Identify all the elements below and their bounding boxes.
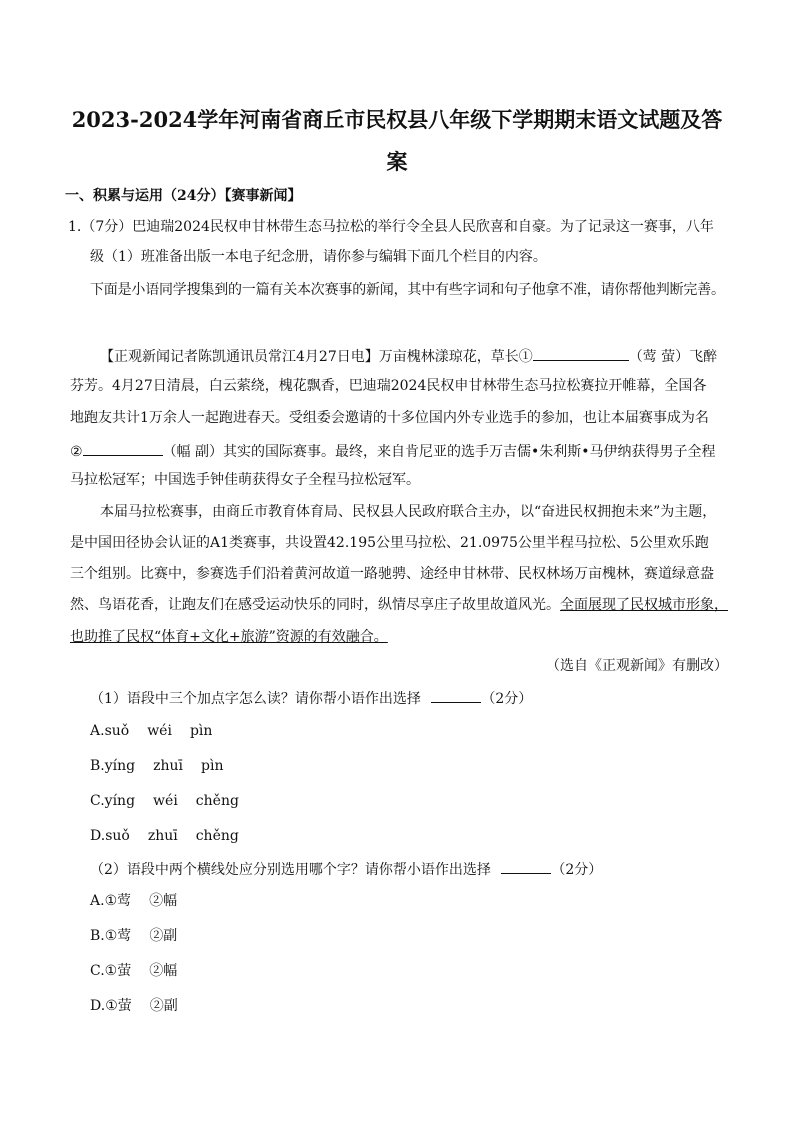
news-text: （莺 萤）飞醉 [628, 349, 718, 365]
answer-blank-1[interactable] [431, 686, 481, 703]
news-text: （幅 副）其实的国际赛事。最终，来自肯尼亚的选手万吉儒•朱利斯•马伊纳获得男子全程 [162, 444, 716, 460]
option-label: D. [90, 828, 106, 844]
pinyin-3: chěng [195, 793, 239, 809]
choice-1: ①莺 [104, 893, 132, 909]
doc-title-line-1: 2023-2024学年河南省商丘市民权县八年级下学期期末语文试题及答 [71, 107, 723, 132]
option-label: A. [90, 893, 105, 909]
choice-2: ②副 [149, 928, 178, 944]
option-label: C. [90, 963, 105, 979]
pinyin-1: yíng [104, 758, 136, 774]
option-1d[interactable] [90, 826, 239, 846]
news-paragraph-2-line-2: 是中国田径协会认证的A1类赛事，共设置42.195公里马拉松、21.0975公里半程马拉松、5公里欢乐跑 [70, 535, 709, 551]
pinyin-1: suǒ [105, 828, 130, 844]
blank-1[interactable] [533, 344, 629, 361]
blank-2[interactable] [83, 439, 163, 456]
option-2c[interactable] [90, 961, 177, 981]
blank-number: ② [70, 444, 83, 460]
pinyin-2: zhuī [153, 758, 184, 774]
choice-2: ②幅 [149, 963, 178, 979]
choice-2: ②副 [149, 998, 178, 1014]
choice-1: ①萤 [104, 963, 132, 979]
option-2b[interactable] [90, 926, 177, 946]
news-text: 然、鸟语花香，让跑友们在感受运动快乐的同时，纵情尽享庄子故里故道风光。 [70, 597, 560, 613]
news-paragraph-1-line-5: 马拉松冠军；中国选手钟佳萌获得女子全程马拉松冠军。 [70, 472, 420, 488]
sub-question-2 [90, 857, 602, 880]
option-1b[interactable] [90, 756, 223, 776]
choice-2: ②幅 [149, 893, 178, 909]
option-2a[interactable] [90, 891, 177, 911]
option-label: D. [90, 998, 106, 1014]
sub-question-text: （2）语段中两个横线处应分别选用哪个字？请你帮小语作出选择 [90, 862, 491, 878]
news-paragraph-1-line-1 [100, 344, 717, 367]
pinyin-3: pìn [189, 723, 213, 739]
option-1a[interactable] [90, 721, 212, 741]
option-1c[interactable] [90, 791, 239, 811]
news-paragraph-1-line-4 [70, 439, 716, 462]
section-heading: 一、积累与运用（24分）【赛事新闻】 [65, 188, 302, 204]
choice-1: ①莺 [104, 928, 132, 944]
sub-question-text: （1）语段中三个加点字怎么读？请你帮小语作出选择 [90, 691, 421, 707]
pinyin-2: wéi [147, 723, 172, 739]
sub-question-1 [90, 686, 532, 709]
score: （2分） [481, 691, 533, 707]
option-label: C. [90, 793, 105, 809]
score: （2分） [551, 862, 603, 878]
question-1-line-1: 1.（7分）巴迪瑞2024民权申甘林带生态马拉松的举行令全县人民欣喜和自豪。为了记录这一赛事，八年 [68, 219, 714, 235]
news-text: 【正观新闻记者陈凯通讯员常江4月27日电】万亩槐林漾琼花，草长① [100, 349, 533, 365]
news-paragraph-2-line-3: 三个组别。比赛中，参赛选手们沿着黄河故道一路驰骋、途经申甘林带、民权林场万亩槐林，赛道绿意盎 [70, 566, 714, 582]
choice-1: ①萤 [105, 998, 132, 1014]
news-paragraph-1-line-2: 芬芳。4月27日清晨，白云萦绕，槐花飘香，巴迪瑞2024民权申甘林带生态马拉松赛拉开帷幕，全国各 [70, 378, 707, 394]
news-paragraph-2-line-4 [70, 595, 728, 615]
pinyin-2: zhuī [147, 828, 178, 844]
pinyin-2: wéi [153, 793, 178, 809]
pinyin-1: yíng [104, 793, 136, 809]
option-label: A. [90, 723, 105, 739]
question-1-line-3: 下面是小语同学搜集到的一篇有关本次赛事的新闻，其中有些字词和句子他拿不准，请你帮他判断完善。 [90, 282, 725, 298]
pinyin-1: suǒ [104, 723, 130, 739]
option-label: B. [90, 758, 105, 774]
doc-title-line-2: 案 [386, 149, 408, 174]
question-1-line-2: 级（1）班准备出版一本电子纪念册，请你参与编辑下面几个栏目的内容。 [90, 249, 547, 265]
answer-blank-2[interactable] [501, 857, 551, 874]
news-paragraph-1-line-3: 地跑友共计1万余人一起跑进春天。受组委会邀请的十多位国内外专业选手的参加，也让本届赛事成为名 [70, 410, 709, 426]
option-label: B. [90, 928, 105, 944]
option-2d[interactable] [90, 996, 178, 1016]
pinyin-3: pìn [201, 758, 224, 774]
news-paragraph-2-line-5: 也助推了民权“体育+文化+旅游”资源的有效融合。 [70, 629, 388, 645]
news-paragraph-2-line-1: 本届马拉松赛事，由商丘市教育体育局、民权县人民政府联合主办，以“奋进民权拥抱未来”为主题， [100, 504, 717, 520]
pinyin-3: chěng [195, 828, 239, 844]
news-source: （选自《正观新闻》有删改） [546, 658, 728, 674]
underlined-sentence: 全面展现了民权城市形象， [560, 597, 728, 613]
